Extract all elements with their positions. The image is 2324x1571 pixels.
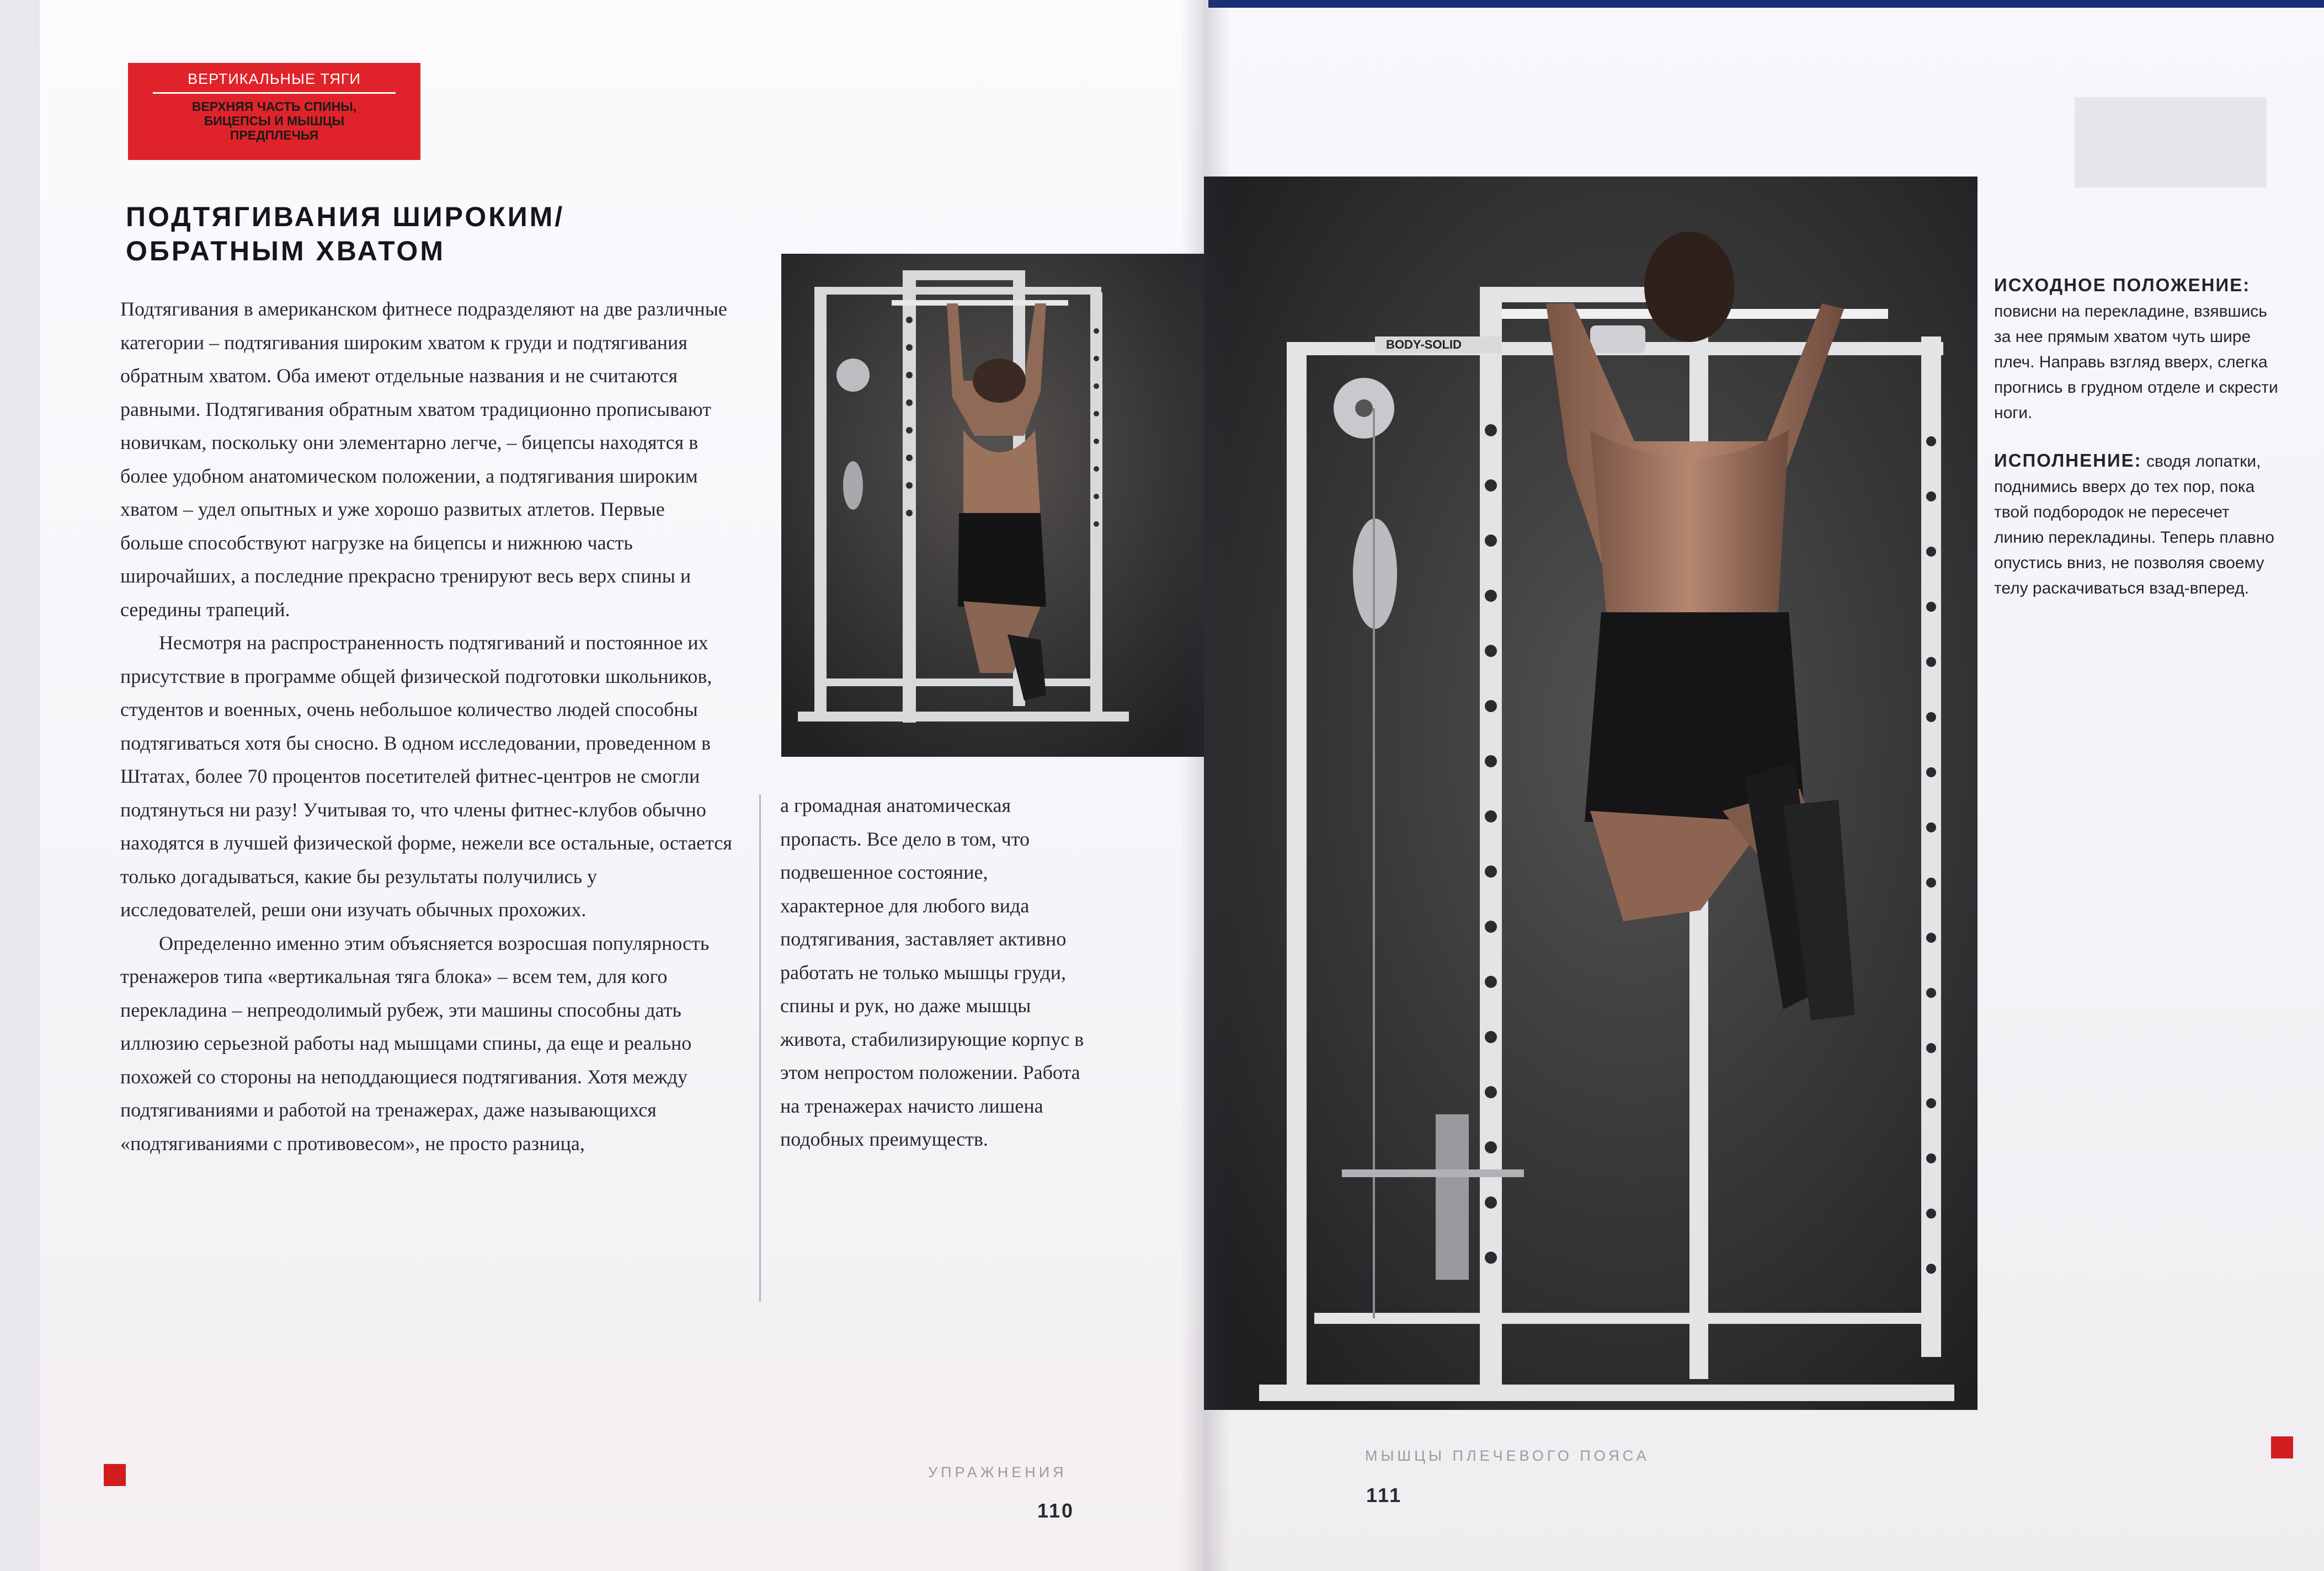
body-paragraph: а громадная анатомическая пропасть. Все дело в том, что подвешенное состояние, характерное для любого вида подтягивания, заставляет активно работать не только мышцы груди, спины и рук, но даже мышцы живота, стабилизирующие корпус в этом непростом положении. Работа на тренажерах начисто лишена подобных преимуществ. xyxy=(780,794,1084,1150)
photo-pullup-large-illustration xyxy=(1204,177,1977,1410)
photo-pullup-small-illustration xyxy=(781,254,1205,757)
page-number-right: 111 xyxy=(1366,1484,1403,1506)
start-position-heading: ИСХОДНОЕ ПОЛОЖЕНИЕ: xyxy=(1994,275,2251,295)
column-divider xyxy=(759,794,761,1302)
exercise-instructions xyxy=(1994,272,2281,623)
execution-block xyxy=(1994,448,2281,601)
exercise-title-line2: ОБРАТНЫМ ХВАТОМ xyxy=(126,236,445,266)
body-paragraph: Определенно именно этим объясняется возросшая популярность тренажеров типа «вертикальная тяга блока» – всем тем, для кого перекладина – непреодолимый рубеж, эти машины способны дать иллюзию серьезной работы над мышцами спины, да еще и реально похожей со стороны на неподдающиеся подтягивания. Хотя между подтягиваниями и работой на тренажерах, даже называющихся «подтягиваниями с противовесом», не просто разница, xyxy=(120,932,710,1155)
body-paragraph: Несмотря на распространенность подтягиваний и постоянное их присутствие в программе общей физической подготовки школьников, студентов и военных, очень небольшое количество людей способны подтягиваться хотя бы сносно. В одном исследовании, проведенном в Штатах, более 70 процентов посетителей фитнес-центров не смогли подтянуться ни разу! Учитывая то, что члены фитнес-клубов обычно находятся в лучшей физической форме, нежели все остальные, остается только догадываться, какие бы результаты получились у исследователей, реши они изучать обычных прохожих. xyxy=(120,632,732,921)
rack-brand-label: BODY-SOLID xyxy=(1386,338,1462,351)
category-tag-divider xyxy=(153,92,396,94)
body-text-column-1 xyxy=(120,292,749,1160)
body-paragraph: Подтягивания в американском фитнесе подразделяют на две различные категории – подтягивания широким хватом к груди и подтягивания обратным хватом. Оба имеют отдельные названия и не считаются равными. Подтягивания обратным хватом традиционно прописывают новичкам, поскольку они элементарно легче, – бицепсы находятся в более удобном анатомическом положении, а подтягивания широким хватом – удел опытных и уже хорошо развитых атлетов. Первые больше способствуют нагрузке на бицепсы и нижнюю часть широчайших, а последние прекрасно тренируют весь верх спины и середины трапеций. xyxy=(120,298,727,621)
photo-pullup-large xyxy=(1204,177,1977,1410)
page-number-left: 110 xyxy=(1037,1499,1075,1522)
page-marker-right xyxy=(2271,1436,2293,1458)
exercise-title-line1: ПОДТЯГИВАНИЯ ШИРОКИМ/ xyxy=(126,201,565,232)
exercise-title xyxy=(126,200,678,268)
start-position-block xyxy=(1994,272,2281,426)
footer-section-left: УПРАЖНЕНИЯ xyxy=(928,1464,1067,1481)
photo-pullup-small xyxy=(781,254,1205,757)
page-smudge xyxy=(2075,97,2267,188)
category-tag xyxy=(128,63,420,160)
start-position-text: повисни на перекладине, взявшись за нее прямым хватом чуть шире плеч. Направь взгляд вверх, слегка прогнись в грудном отделе и скрести ноги. xyxy=(1994,302,2278,422)
cover-edge xyxy=(1208,0,2324,8)
execution-heading: ИСПОЛНЕНИЕ: xyxy=(1994,450,2142,471)
footer-section-right: МЫШЦЫ ПЛЕЧЕВОГО ПОЯСА xyxy=(1365,1447,1650,1464)
category-tag-subtitle: ВЕРХНЯЯ ЧАСТЬ СПИНЫ, БИЦЕПСЫ И МЫШЦЫ ПРЕДПЛЕЧЬЯ xyxy=(191,99,357,142)
body-text-column-2 xyxy=(780,789,1089,1156)
category-tag-title: ВЕРТИКАЛЬНЫЕ ТЯГИ xyxy=(188,71,361,87)
execution-text: сводя лопатки, поднимись вверх до тех пор, пока твой подбородок не пересечет линию перекладины. Теперь плавно опустись вниз, не позволяя своему телу раскачиваться взад-вперед. xyxy=(1994,452,2274,597)
page-marker-left xyxy=(104,1464,126,1486)
